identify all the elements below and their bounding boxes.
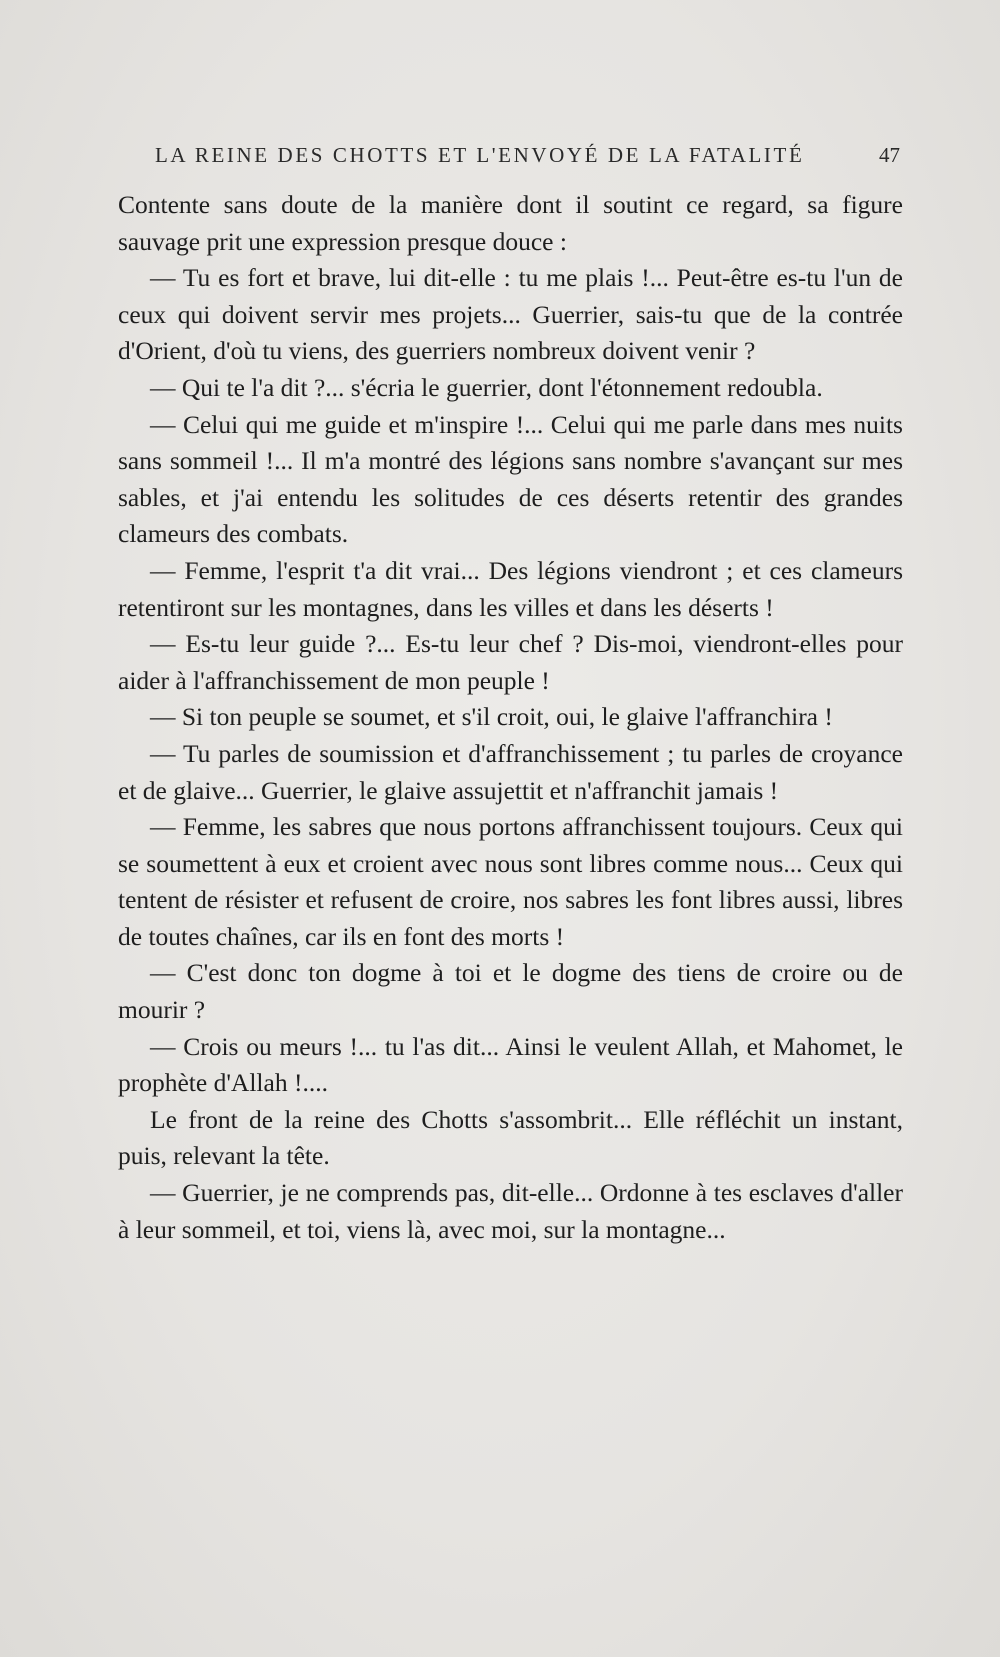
paragraph: — Qui te l'a dit ?... s'écria le guerrier, dont l'étonnement redoubla. [150,372,823,402]
paragraph: — Femme, l'esprit t'a dit vrai... Des légions viendront ; et ces clameurs retentiront sur les montagnes, dans les villes et dans les déserts ! [118,555,903,622]
running-title: LA REINE DES CHOTTS ET L'ENVOYÉ DE LA FATALITÉ [155,143,805,167]
paragraph: — Si ton peuple se soumet, et s'il croit, oui, le glaive l'affranchira ! [150,702,833,732]
paragraph: Le front de la reine des Chotts s'assombrit... Elle réfléchit un instant, puis, relevant la tête. [118,1104,903,1171]
paragraph: — Guerrier, je ne comprends pas, dit-elle... Ordonne à tes esclaves d'aller à leur sommeil, et toi, viens là, avec moi, sur la montagne... [118,1178,903,1244]
running-head [155,143,900,168]
paragraph: Contente sans doute de la manière dont il soutint ce regard, sa figure sauvage prit une expression presque douce : [118,190,903,256]
paragraph: — Es-tu leur guide ?... Es-tu leur chef ? Dis-moi, viendront-elles pour aider à l'affranchissement de mon peuple ! [118,629,903,695]
paragraph: — Crois ou meurs !... tu l'as dit... Ainsi le veulent Allah, et Mahomet, le prophète d'Allah !.... [118,1031,903,1098]
paragraph: — Tu parles de soumission et d'affranchissement ; tu parles de croyance et de glaive... Guerrier, le glaive assujettit et n'affranchit jamais ! [118,738,903,805]
paragraph: — C'est donc ton dogme à toi et le dogme des tiens de croire ou de mourir ? [118,958,903,1025]
body-text [118,187,903,1248]
page-number: 47 [879,143,900,167]
paragraph: — Tu es fort et brave, lui dit-elle : tu me plais !... Peut-être es-tu l'un de ceux qui doivent servir mes projets... Guerrier, sais-tu que de la contrée d'Orient, d'où tu viens, des guerriers nombreux doivent venir ? [118,263,903,366]
paragraph: — Femme, les sabres que nous portons affranchissent toujours. Ceux qui se soumettent à eux et croient avec nous sont libres comme nous... Ceux qui tentent de résister et refusent de croire, nos sabres les font libres aussi, libres de toutes chaînes, car ils en font des morts ! [118,812,903,951]
paragraph: — Celui qui me guide et m'inspire !... Celui qui me parle dans mes nuits sans sommeil !... Il m'a montré des légions sans nombre s'avançant sur mes sables, et j'ai entendu les solitudes de ces déserts retentir des grandes clameurs des combats. [118,409,903,549]
